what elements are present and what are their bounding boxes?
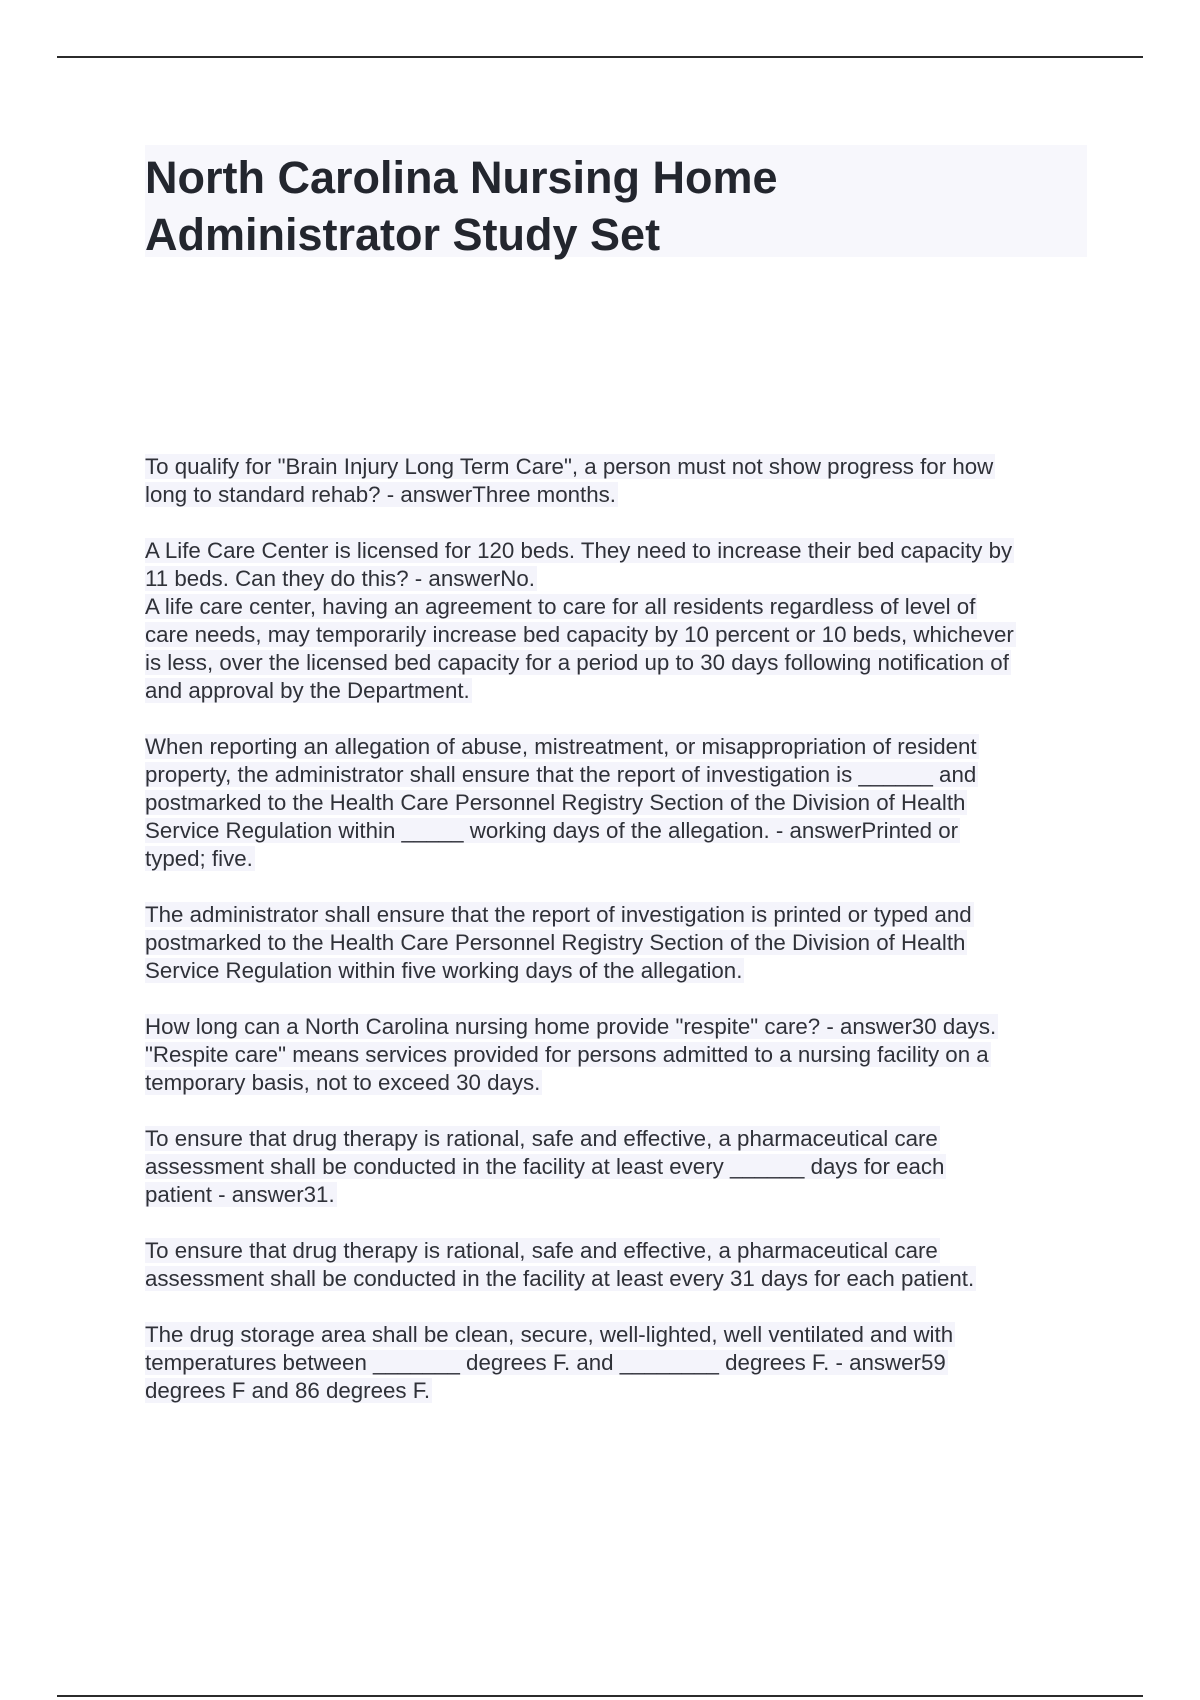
qa-paragraph-6 — [145, 1125, 1095, 1209]
qa-paragraph-3 — [145, 733, 1095, 873]
qa-paragraph-8 — [145, 1321, 1095, 1405]
text-line: degrees F and 86 degrees F. — [145, 1378, 431, 1403]
text-line: patient - answer31. — [145, 1182, 335, 1207]
qa-paragraph-1 — [145, 453, 1095, 509]
title-line: Administrator Study Set — [145, 209, 661, 260]
text-line: To ensure that drug therapy is rational, safe and effective, a pharmaceutical care — [145, 1238, 938, 1263]
text-line: Service Regulation within _____ working days of the allegation. - answerPrinted or — [145, 818, 959, 843]
qa-paragraph-2 — [145, 537, 1095, 705]
text-line: postmarked to the Health Care Personnel Registry Section of the Division of Health — [145, 790, 966, 815]
text-line: temporary basis, not to exceed 30 days. — [145, 1070, 541, 1095]
qa-paragraph-7 — [145, 1237, 1095, 1293]
bottom-rule — [57, 1695, 1143, 1697]
text-line: property, the administrator shall ensure that the report of investigation is ______ and — [145, 762, 977, 787]
text-line: assessment shall be conducted in the facility at least every ______ days for each — [145, 1154, 945, 1179]
text-line: Service Regulation within five working days of the allegation. — [145, 958, 743, 983]
text-line: To ensure that drug therapy is rational, safe and effective, a pharmaceutical care — [145, 1126, 938, 1151]
document-body — [145, 453, 1095, 1405]
text-line: care needs, may temporarily increase bed capacity by 10 percent or 10 beds, whichever — [145, 622, 1014, 647]
text-line: and approval by the Department. — [145, 678, 470, 703]
text-line: typed; five. — [145, 846, 253, 871]
document-title — [145, 149, 1087, 263]
top-rule — [57, 56, 1143, 58]
text-line: "Respite care" means services provided for persons admitted to a nursing facility on a — [145, 1042, 989, 1067]
text-line: The drug storage area shall be clean, secure, well-lighted, well ventilated and with — [145, 1322, 954, 1347]
text-line: 11 beds. Can they do this? - answerNo. — [145, 566, 535, 591]
text-line: temperatures between _______ degrees F. and ________ degrees F. - answer59 — [145, 1350, 946, 1375]
qa-paragraph-5 — [145, 1013, 1095, 1097]
title-line: North Carolina Nursing Home — [145, 152, 778, 203]
text-line: assessment shall be conducted in the facility at least every 31 days for each patient. — [145, 1266, 975, 1291]
text-line: To qualify for "Brain Injury Long Term Care", a person must not show progress for how — [145, 454, 994, 479]
text-line: postmarked to the Health Care Personnel Registry Section of the Division of Health — [145, 930, 966, 955]
text-line: long to standard rehab? - answerThree months. — [145, 482, 616, 507]
text-line: How long can a North Carolina nursing home provide "respite" care? - answer30 days. — [145, 1014, 997, 1039]
text-line: When reporting an allegation of abuse, mistreatment, or misappropriation of resident — [145, 734, 977, 759]
text-line: A life care center, having an agreement to care for all residents regardless of level of — [145, 594, 976, 619]
text-line: is less, over the licensed bed capacity for a period up to 30 days following notification of — [145, 650, 1009, 675]
title-block — [145, 145, 1087, 260]
text-line: The administrator shall ensure that the report of investigation is printed or typed and — [145, 902, 972, 927]
qa-paragraph-4 — [145, 901, 1095, 985]
text-line: A Life Care Center is licensed for 120 beds. They need to increase their bed capacity by — [145, 538, 1013, 563]
